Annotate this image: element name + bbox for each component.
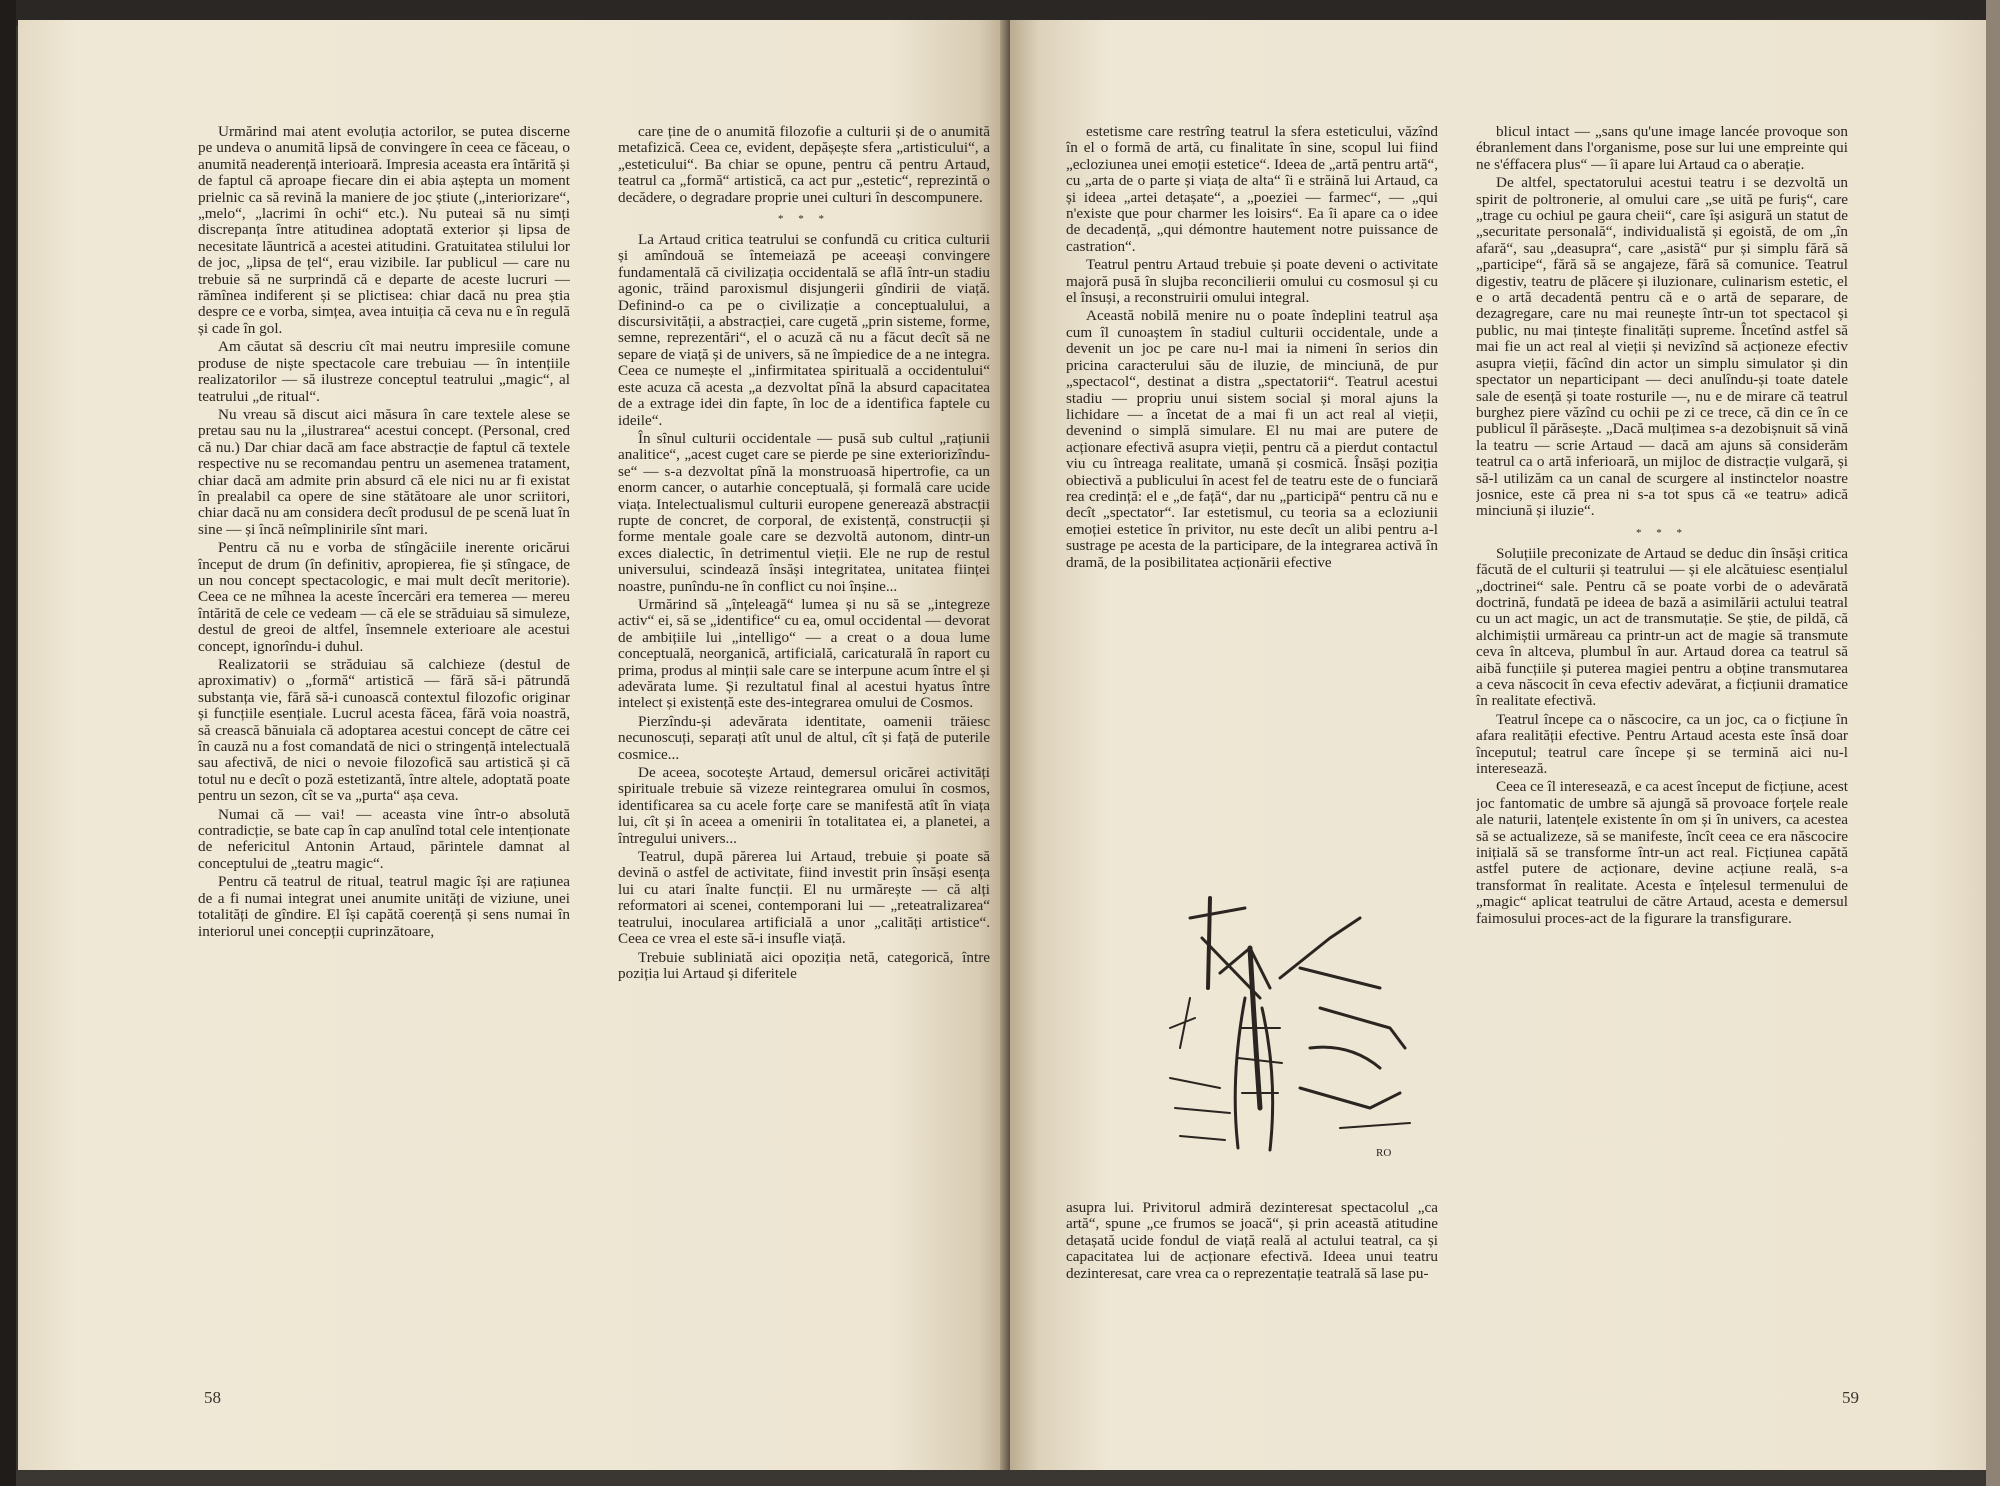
page-right (1010, 20, 1986, 1470)
paragraph: Pierzîndu-și adevărata identitate, oamenii trăiesc necunoscuți, separați atît unul de altul, cît și față de puterile cosmice... (618, 712, 990, 763)
paragraph: estetisme care restrîng teatrul la sfera esteticului, văzînd în el o formă de artă, cu finalitate în sine, scopul lui fiind „ecloziunea unei emoții estetice“. Ideea de „artă pentru artă“, cu „arta de o parte și viața de alta“ îi e străină lui Artaud, ca și ideea „artei detașate“, a „poeziei — farmec“, — „qui n'existe que pour charmer les loisirs“. Ea îi apare ca o idee de decadență, „qui démontre hautement notre puissance de castration“. (1066, 124, 1438, 255)
section-separator: * * * (1636, 526, 1688, 539)
right-column-1 (1066, 124, 1438, 804)
left-column-1 (198, 124, 570, 1354)
paragraph: Nu vreau să discut aici măsura în care textele alese se pretau sau nu la „ilustrarea“ acestui concept. (Personal, cred că nu.) Dar chiar dacă am face abstracție de faptul că textele respective nu se recomandau pentru un asemenea tratament, chiar dacă am admite prin absurd că ele nici nu ar fi existat în prealabil ca opere de sine stătătoare ale unor scriitori, chiar dacă nu am considera decît produsul de pe scenă luat în sine — și încă neîmplinirile sînt mari. (198, 405, 570, 538)
paragraph: Am căutat să descriu cît mai neutru impresiile comune produse de niște spectacole care trebuiau — în intențiile realizatorilor — să ilustreze conceptul teatrului „magic“, al teatrului „de ritual“. (198, 338, 570, 405)
left-column-2 (618, 124, 990, 1354)
ink-illustration (1150, 878, 1430, 1168)
paragraph: Această nobilă menire nu o poate îndeplini teatrul așa cum îl cunoaștem în stadiul culturii occidentale, unde a devenit un joc pe care nu-l mai ia nimeni în serios din pricina caracterului său de iluzie, de minciună, de pur „spectacol“, destinat a distra „spectatorii“. Teatrul acestui stadiu — propriu unui sistem social și moral ajuns la lichidare — a încetat de a mai fi un act real al vieții, devenind o simplă simulare. El nu mai are putere de acționare efectivă asupra vieții, pentru că a pierdut contactul viu cu întreaga realitate, umană și cosmică. Însăși poziția obiectivă a publicului în acest fel de teatru este de o funciară rea credință: el e „de față“, dar nu „participă“ pentru că nu e decît „spectator“. Iar estetismul, cu teoria sa a ecloziunii emoției estetice în privitor, nu este decît un alibi pentru a-l sustrage pe acesta de la participare, de la integrarea activă în dramă, de la posibilitatea acționării efective (1066, 307, 1438, 571)
paragraph: Teatrul începe ca o născocire, ca un joc, ca o ficțiune în afara realității efective. Pentru Artaud acesta este însă doar începutul; teatrul care începe și se termină aici nu-l interesează. (1476, 710, 1848, 778)
right-column-2 (1476, 124, 1848, 1354)
paragraph: În sînul culturii occidentale — pusă sub cultul „rațiunii analitice“, „acest cuget care se pierde pe sine exteriorizîndu-se“ — s-a dezvoltat pînă la monstruoasă hipertrofie, ca un enorm cancer, o autarhie conceptuală, și formală care ucide viața. Intelectualismul culturii europene generează abstracții rupte de concret, de corporal, de existență, construcții și forme mentale goale care se dezvoltă autonom, dintr-un exces dialectic, în detrimentul vieții. Ele ne rup de restul universului, scindează însăși integritatea, unitatea ființei noastre, punîndu-ne în conflict cu noi înșine... (618, 429, 990, 595)
book-cover-right (1986, 0, 2000, 1486)
paragraph: Realizatorii se străduiau să calchieze (destul de aproximativ) o „formă“ artistică — fără să-i pătrundă substanța vie, fără să-i cunoască contextul filozofic originar și funcțiile esențiale. Lucrul acesta făcea, fără voia noastră, să crească bănuiala că adoptarea acestui concept de către cei în cauză nu a fost comandată de nici o stringență intelectuală sau afectivă, de nici o nevoie filozofică sau artistică și că totul nu e decît o poză estetizantă, între altele, adoptată poate pentru un sezon, cît se va „purta“ așa ceva. (198, 656, 570, 805)
paragraph: Trebuie subliniată aici opoziția netă, categorică, între poziția lui Artaud și diferitele (618, 948, 990, 982)
paragraph: Teatrul, după părerea lui Artaud, trebuie și poate să devină o astfel de activitate, fiind investit prin însăși esența lui cu atari înalte funcții. El nu urmărește — că alți reformatori ai scenei, contemporani lui — „reteatralizarea“ teatrului, inocularea artificială a unor „calități artistice“. Ceea ce vrea el este să-i insufle viață. (618, 848, 990, 948)
paragraph: De altfel, spectatorului acestui teatru i se dezvoltă un spirit de poltronerie, al omului care „se uită pe furiș“, care „trage cu ochiul pe gaura cheii“, care își asigură un statut de „securitate personală“, individualistă și egoistă, de om „în afară“, sau „deasupra“, care „asistă“ pur și simplu fără să „participe“, fără să se angajeze, fără să comunice. Teatrul digestiv, teatru de plăcere și iluzionare, culinarism estetic, el e o artă decadentă pentru că e o artă de separare, de dezagregare, care nu mai reunește într-un tot spectacol și public, nu mai țintește finalități supreme. Încetînd astfel să mai fie un act real al vieții și nevizînd să acționeze efectiv asupra vieții, făcînd din actor un simplu simulator și din spectator un neparticipant — deci anulîndu-și toate datele sale de esență și toate rosturile —, nu e de mirare că teatrul burghez piere văzînd cu ochii pe zi ce trece, că din ce în ce publicul îl părăsește. „Dacă mulțimea s-a dezobișnuit să vină la teatru — scrie Artaud — dacă am ajuns să considerăm teatrul ca o artă inferioară, un mijloc de distracție vulgară, și să-l utilizăm ca un canal de scurgere al instinctelor noastre josnice, este că prea ni s-a tot spus că «e teatru» adică minciună și iluzie“. (1476, 174, 1848, 520)
paragraph: Urmărind mai atent evoluția actorilor, se putea discerne pe undeva o anumită lipsă de convingere în ceea ce făceau, o anumită neaderență interioară. Impresia aceasta era întărită și de faptul că aproape fiecare din ei abia aștepta un moment prielnic ca să revină la maniere de joc știute („interiorizare“, „melo“, „lacrimi în ochi“ etc.). Nu puteai să nu simți discrepanța între atitudinea adoptată exterior și lipsa de necesitate lăuntrică a acestei atitudini. Gratuitatea stilului lor de joc, „lipsa de țel“, erau vizibile. Iar publicul — care nu trebuie să ne surprindă că e departe de aceste lucruri — rămînea indiferent și se plictisea: chiar dacă nu prea știa despre ce e vorba, simțea, avea intuiția că ceva nu e în regulă și cade în gol. (198, 124, 570, 337)
page-number-right: 59 (1842, 1388, 1859, 1407)
paragraph: La Artaud critica teatrului se confundă cu critica culturii și amîndouă se întemeiază pe aceeași convingere fundamentală că civilizația occidentală se află într-un stadiu agonic, trăind paroxismul disjungerii gîndirii de viață. Definind-o ca pe o civilizație a conceptualului, a discursivității, a abstracției, care cugetă „prin sisteme, forme, semne, reprezentări“, el o acuză că nu a făcut decît să ne separe de viață și de univers, să ne împiedice de a ne integra. Ceea ce numește el „infirmitatea spirituală a occidentului“ este acuza că acesta „a dezvoltat pînă la absurd capacitatea de a extrage idei din fapte, în loc de a identifica faptele cu ideile“. (618, 231, 990, 429)
page-number-left: 58 (204, 1388, 221, 1407)
section-separator: * * * (778, 213, 830, 226)
paragraph: De aceea, socotește Artaud, demersul oricărei activități spirituale trebuie să vizeze reintegrarea omului în cosmos, identificarea sa cu acele forțe care se manifestă atît în viața lui, cît și în aceea a omenirii în totalitatea ei, a planetei, a întregului univers... (618, 764, 990, 847)
illustration-signature: RO (1376, 1147, 1392, 1159)
paragraph: Ceea ce îl interesează, e ca acest început de ficțiune, acest joc fantomatic de umbre să ajungă să provoace forțele reale ale naturii, latențele existente în om și în univers, ca acestea să se actualizeze, să se manifeste, încît ceea ce era născocire inițială să se transforme într-un act real. Ficțiunea capătă astfel putere de acționare, devine acțiune reală, s-a transformat în realitate. Acesta e înțelesul termenului de „magic“ aplicat teatrului de către Artaud, acesta e demersul faimosului proces-act de la figurare la transfigurare. (1476, 778, 1848, 927)
page-left (18, 20, 1008, 1470)
paragraph: care ține de o anumită filozofie a culturii și de o anumită metafizică. Ceea ce, evident, depășește sfera „artisticului“, a „esteticului“. Ba chiar se opune, pentru că pentru Artaud, teatrul ca „formă“ artistică, ca act pur „estetic“, reprezintă o decădere, o degradare proprie unei culturi în descompunere. (618, 124, 990, 206)
paragraph: blicul intact — „sans qu'une image lancée provoque son ébranlement dans l'organisme, pose sur lui une empreinte qui ne s'éffacera plus“ — îi apare lui Artaud ca o aberație. (1476, 124, 1848, 173)
paragraph: Pentru că teatrul de ritual, teatrul magic își are rațiunea de a fi numai integrat unei anumite unități de viziune, unei totalități de gîndire. El își capătă coerență și sens numai în interiorul unei concepții cuprinzătoare, (198, 873, 570, 940)
paragraph: Urmărind să „înțeleagă“ lumea și nu să se „integreze activ“ ei, să se „identifice“ cu ea, omul occidental — devorat de ambițiile lui „intelligo“ — a creat o a doua lume conceptuală, neorganică, artificială, caricaturală în raport cu prima, produs al minții sale care se interpune acum între el și adevărata lume. Și rezultatul final al acestui hyatus între intelect și existență este des-integrarea omului de Cosmos. (618, 595, 990, 712)
book-cover-left (0, 0, 16, 1486)
right-column-1-continued: asupra lui. Privitorul admiră dezinteresat spectacolul „ca artă“, spune „ce frumos se joacă“, și prin această atitudine detașată ucide fondul de viață reală al actului teatral, ca și capacitatea lui de acționare efectivă. Ideea unui teatru dezinteresat, care vrea ca o reprezentație teatrală să lase pu- (1066, 1200, 1438, 1282)
paragraph: Pentru că nu e vorba de stîngăciile inerente oricărui început de drum (în definitiv, apropierea, fie și stîngace, de un nou concept spectacologic, e mai mult decît meritorie). Ceea ce ne mîhnea la aceste încercări era temerea — mereu întărită de cele ce vedeam — că ele se străduiau să simuleze, destul de greoi de altfel, însemnele exterioare ale acestui concept, ignorîndu-i duhul. (198, 539, 570, 655)
paragraph: Teatrul pentru Artaud trebuie și poate deveni o activitate majoră pusă în slujba reconcilierii omului cu cosmosul și cu el însuși, a reconstruirii omului integral. (1066, 256, 1438, 307)
paragraph: Numai că — vai! — aceasta vine într-o absolută contradicție, se bate cap în cap anulînd total cele intenționate de nefericitul Antonin Artaud, părintele damnat al conceptului de „teatru magic“. (198, 805, 570, 872)
paragraph: Soluțiile preconizate de Artaud se deduc din însăși critica făcută de el culturii și teatrului — și ele alcătuiesc esențialul „doctrinei“ sale. Pentru că se poate vorbi de o adevărată doctrină, fundată pe ideea de bază a asimilării actului teatral cu un act magic, un act de transmutație. Se știe, de pildă, că alchimiștii urmăreau ca printr-un act de magie să transmute ceva în altceva, plumbul în aur. Artaud dorea ca teatrul să aibă funcțiile și puterea magiei pentru a obține transmutarea a ceva născocit în ceva efectiv adevărat, a ficțiunii dramatice în realitate efectivă. (1476, 544, 1848, 710)
